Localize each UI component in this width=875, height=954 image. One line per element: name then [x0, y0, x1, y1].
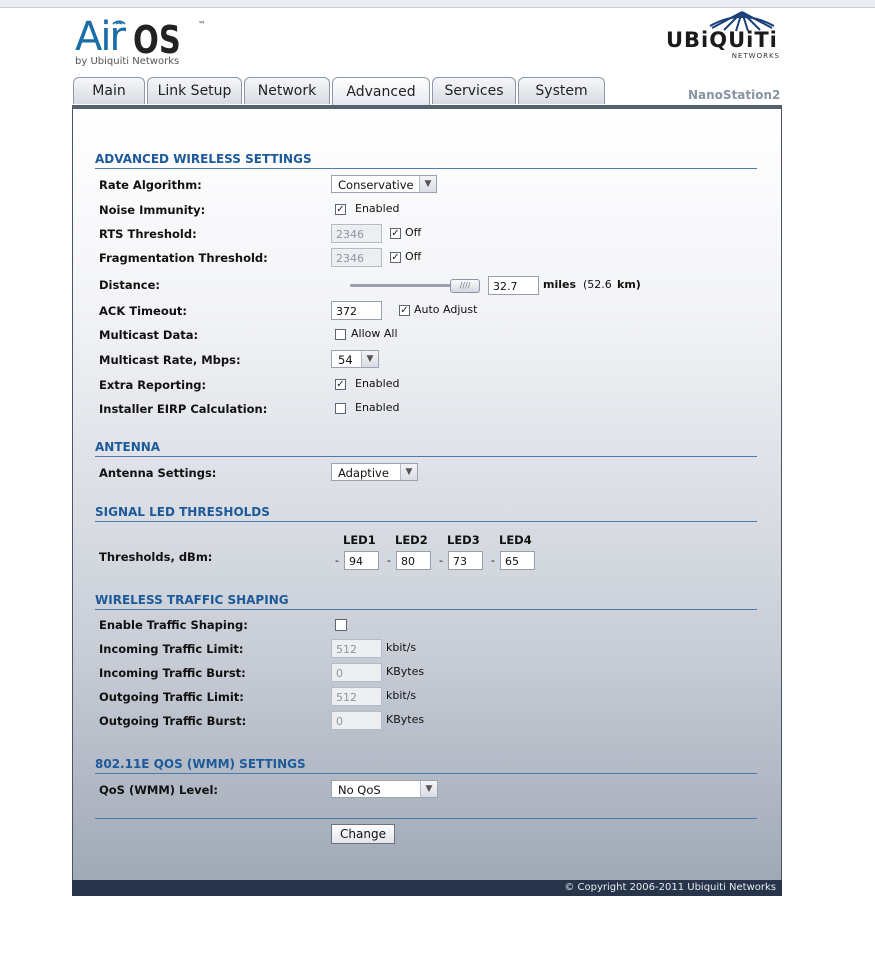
chevron-down-icon: ▼: [361, 351, 378, 367]
fragmentation-off-checkbox[interactable]: ✓: [391, 252, 400, 263]
tab-label: Advanced: [346, 84, 416, 100]
ubiquiti-logo: [666, 10, 782, 64]
incoming-burst-unit: KBytes: [386, 665, 425, 678]
multicast-rate-label: Multicast Rate, Mbps:: [99, 353, 241, 367]
tab-link-setup[interactable]: [147, 77, 242, 104]
tab-services[interactable]: [432, 77, 516, 104]
led4-input[interactable]: 65: [500, 551, 535, 570]
noise-immunity-label: Noise Immunity:: [99, 203, 206, 217]
rts-threshold-label: RTS Threshold:: [99, 227, 197, 241]
led3-dash: -: [439, 554, 443, 567]
incoming-limit-unit: kbit/s: [386, 641, 417, 654]
distance-label: Distance:: [99, 278, 160, 292]
led4-header: LED4: [499, 533, 532, 547]
distance-slider-handle[interactable]: ////: [450, 279, 480, 293]
tab-advanced[interactable]: [332, 77, 430, 106]
rts-off-checkbox[interactable]: ✓: [391, 228, 400, 239]
distance-km-value: (52.6: [583, 278, 612, 291]
antenna-settings-value: Adaptive: [338, 466, 389, 480]
airos-logo: [75, 14, 215, 70]
wifi-arcs-icon: [111, 14, 127, 26]
led2-input[interactable]: 80: [396, 551, 431, 570]
tab-network[interactable]: [244, 77, 330, 104]
tab-label: Main: [92, 83, 126, 99]
section-qos-title: 802.11E QOS (WMM) SETTINGS: [95, 757, 757, 774]
distance-unit: miles: [543, 278, 577, 291]
multicast-allow-all-text: Allow All: [351, 327, 398, 340]
multicast-rate-value: 54: [338, 353, 353, 367]
noise-immunity-checkbox[interactable]: ✓: [336, 204, 345, 215]
tab-label: Network: [257, 83, 317, 99]
outgoing-limit-input[interactable]: 512: [331, 687, 382, 706]
led1-input[interactable]: 94: [344, 551, 379, 570]
rts-off-text: Off: [405, 226, 422, 239]
led4-dash: -: [491, 554, 495, 567]
fragmentation-threshold-label: Fragmentation Threshold:: [99, 251, 268, 265]
ubiquiti-networks-label: NETWORKS: [731, 52, 780, 60]
ack-auto-adjust-text: Auto Adjust: [414, 303, 478, 316]
browser-top-strip: [0, 0, 875, 8]
extra-reporting-label: Extra Reporting:: [99, 378, 207, 392]
logo-air: Air: [75, 14, 124, 60]
tab-label: System: [535, 83, 588, 99]
multicast-allow-all-checkbox[interactable]: [335, 329, 346, 340]
ack-timeout-input[interactable]: 372: [331, 301, 382, 320]
section-led-title: SIGNAL LED THRESHOLDS: [95, 505, 757, 522]
change-button[interactable]: Change: [331, 824, 395, 844]
outgoing-limit-label: Outgoing Traffic Limit:: [99, 690, 244, 704]
eirp-calculation-label: Installer EIRP Calculation:: [99, 402, 268, 416]
divider: [95, 818, 757, 819]
qos-level-value: No QoS: [338, 783, 381, 797]
chevron-down-icon: ▼: [419, 176, 436, 192]
tab-system[interactable]: [518, 77, 605, 104]
enable-shaping-label: Enable Traffic Shaping:: [99, 618, 248, 632]
incoming-burst-label: Incoming Traffic Burst:: [99, 666, 246, 680]
thresholds-label: Thresholds, dBm:: [99, 550, 213, 564]
ack-timeout-label: ACK Timeout:: [99, 304, 188, 318]
rate-algorithm-value: Conservative: [338, 178, 414, 192]
outgoing-limit-unit: kbit/s: [386, 689, 417, 702]
tab-main[interactable]: [73, 77, 145, 104]
ubiquiti-wordmark: UBiQUiTi: [666, 28, 778, 52]
led3-header: LED3: [447, 533, 480, 547]
tab-label: Link Setup: [157, 83, 232, 99]
distance-input[interactable]: 32.7: [488, 276, 539, 295]
ack-auto-adjust-checkbox[interactable]: ✓: [400, 305, 409, 316]
extra-reporting-text: Enabled: [355, 377, 400, 390]
multicast-rate-select[interactable]: [331, 350, 379, 368]
section-advanced-title: ADVANCED WIRELESS SETTINGS: [95, 152, 757, 169]
led3-input[interactable]: 73: [448, 551, 483, 570]
copyright-text: © Copyright 2006-2011 Ubiquiti Networks: [564, 882, 776, 893]
logo-subtitle: by Ubiquiti Networks: [75, 56, 180, 67]
logo-tm: ™: [198, 20, 206, 29]
led2-dash: -: [387, 554, 391, 567]
rate-algorithm-label: Rate Algorithm:: [99, 178, 202, 192]
fragmentation-off-text: Off: [405, 250, 422, 263]
incoming-burst-input[interactable]: 0: [331, 663, 382, 682]
incoming-limit-input[interactable]: 512: [331, 639, 382, 658]
footer-bar: [72, 880, 782, 896]
qos-level-select[interactable]: [331, 780, 438, 798]
chevron-down-icon: ▼: [420, 781, 437, 797]
antenna-settings-label: Antenna Settings:: [99, 466, 217, 480]
led1-header: LED1: [343, 533, 376, 547]
logo-os: OS: [133, 18, 181, 62]
device-name: NanoStation2: [688, 88, 781, 102]
extra-reporting-checkbox[interactable]: ✓: [336, 379, 345, 390]
incoming-limit-label: Incoming Traffic Limit:: [99, 642, 244, 656]
eirp-calculation-checkbox[interactable]: [335, 403, 346, 414]
antenna-settings-select[interactable]: [331, 463, 418, 481]
rts-threshold-input[interactable]: 2346: [331, 224, 382, 243]
tab-bar: [73, 77, 607, 105]
enable-shaping-checkbox[interactable]: [335, 619, 347, 631]
rate-algorithm-select[interactable]: [331, 175, 437, 193]
noise-immunity-text: Enabled: [355, 202, 400, 215]
tab-label: Services: [444, 83, 504, 99]
section-antenna-title: ANTENNA: [95, 440, 757, 457]
outgoing-burst-input[interactable]: 0: [331, 711, 382, 730]
led1-dash: -: [335, 554, 339, 567]
chevron-down-icon: ▼: [400, 464, 417, 480]
section-shaping-title: WIRELESS TRAFFIC SHAPING: [95, 593, 757, 610]
led2-header: LED2: [395, 533, 428, 547]
fragmentation-threshold-input[interactable]: 2346: [331, 248, 382, 267]
distance-km-unit: km): [617, 278, 641, 291]
eirp-calculation-text: Enabled: [355, 401, 400, 414]
outgoing-burst-unit: KBytes: [386, 713, 425, 726]
qos-level-label: QoS (WMM) Level:: [99, 783, 219, 797]
multicast-data-label: Multicast Data:: [99, 328, 199, 342]
outgoing-burst-label: Outgoing Traffic Burst:: [99, 714, 247, 728]
